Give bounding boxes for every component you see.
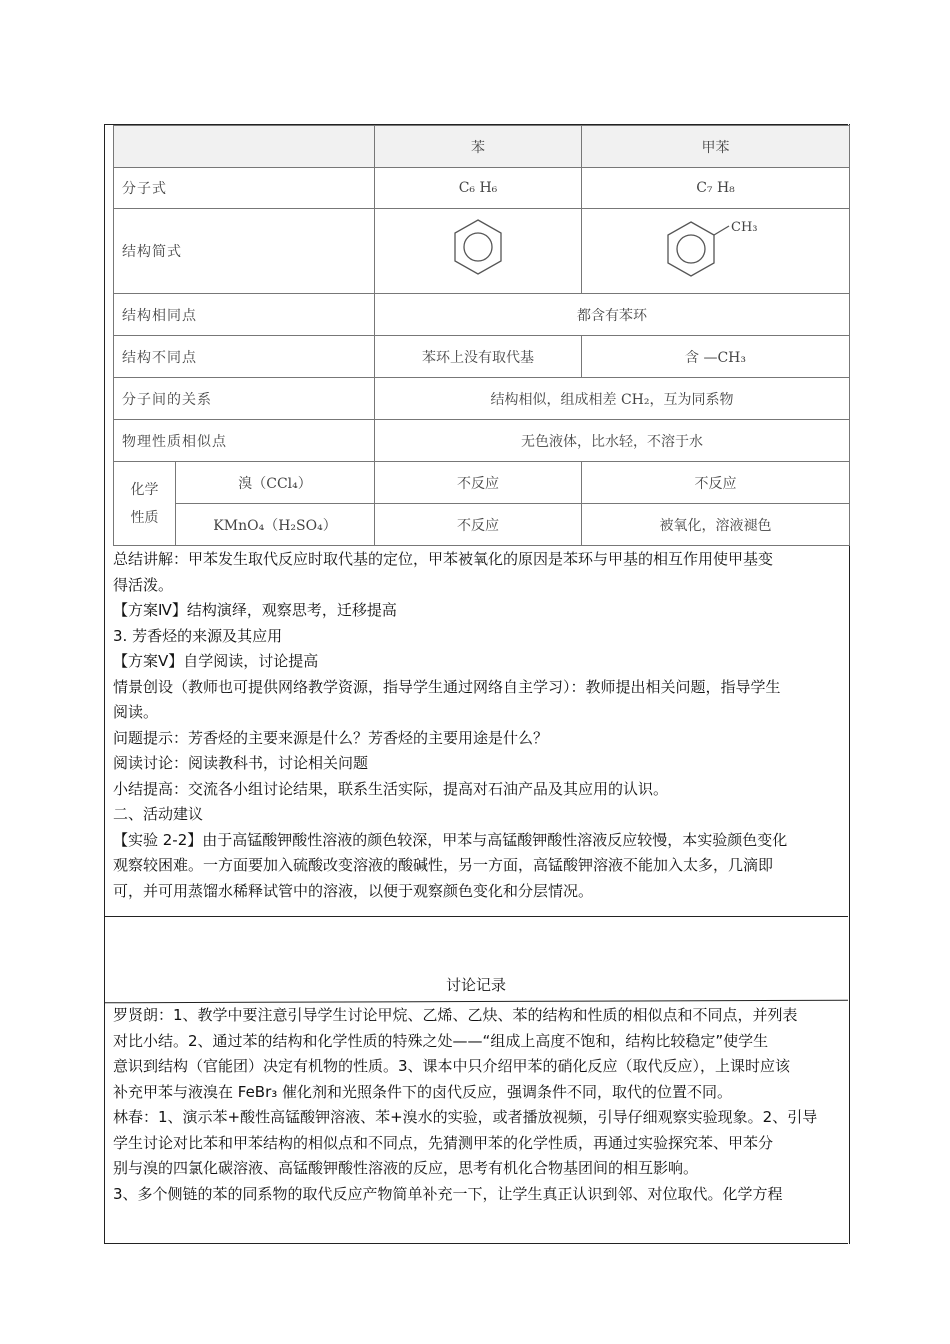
- benzene-diff: 苯环上没有取代基: [375, 336, 582, 378]
- header-benzene: 苯: [375, 126, 582, 168]
- row-label: 分子间的关系: [114, 378, 375, 420]
- text-line: 3. 芳香烃的来源及其应用: [113, 626, 283, 645]
- row-label: 结构相同点: [114, 294, 375, 336]
- chem-label-line2: 性质: [130, 509, 159, 526]
- text-line: 林春：1、演示苯+酸性高锰酸钾溶液、苯+溴水的实验，或者播放视频，引导仔细观察实验现象。2、引导: [113, 1108, 818, 1126]
- text-line: 别与溴的四氯化碳溶液、高锰酸钾酸性溶液的反应，思考有机化合物基团间的相互影响。: [113, 1159, 699, 1177]
- text-line: 罗贤朗：1、教学中要注意引导学生讨论甲烷、乙烯、乙炔、苯的结构和性质的相似点和不同点，并列表: [113, 1006, 798, 1024]
- benzene-structure: [375, 209, 582, 294]
- row-label: 结构不同点: [114, 336, 375, 378]
- body-text: [113, 547, 843, 904]
- discussion-title: 讨论记录: [445, 976, 506, 994]
- table-row: [114, 504, 850, 546]
- header-empty: [114, 126, 375, 168]
- methyl-label: CH₃: [730, 220, 757, 235]
- toluene-diff: 含 —CH₃: [582, 336, 850, 378]
- text-line: 问题提示：芳香烃的主要来源是什么？芳香烃的主要用途是什么？: [113, 728, 549, 747]
- text-line: 【方案Ⅳ】结构演绎，观察思考，迁移提高: [113, 601, 397, 619]
- header-toluene: 甲苯: [582, 126, 850, 168]
- text-line: 补充甲苯与液溴在 FeBr₃ 催化剂和光照条件下的卤代反应，强调条件不同，取代的位置不同。: [113, 1082, 733, 1101]
- text-line: 【方案Ⅴ】自学阅读，讨论提高: [113, 652, 319, 670]
- benzene-reaction: 不反应: [375, 462, 582, 504]
- text-line: 小结提高：交流各小组讨论结果，联系生活实际，提高对石油产品及其应用的认识。: [113, 779, 669, 798]
- text-line: 阅读讨论：阅读教科书，讨论相关问题: [113, 754, 369, 772]
- table-row: [114, 462, 850, 504]
- chem-label: [114, 462, 176, 546]
- toluene-reaction: 被氧化，溶液褪色: [582, 504, 850, 546]
- table-row: [114, 294, 850, 336]
- row-label: 物理性质相似点: [114, 420, 375, 462]
- section-divider: [104, 916, 848, 917]
- toluene-structure: [582, 209, 850, 294]
- toluene-reaction: 不反应: [582, 462, 850, 504]
- table-row: [114, 420, 850, 462]
- row-label: 分子式: [114, 168, 375, 209]
- discussion-text: [113, 1003, 843, 1207]
- text-line: 得活泼。: [113, 575, 174, 594]
- toluene-ring-icon: [661, 214, 771, 284]
- reagent: 溴（CCl₄）: [176, 462, 375, 504]
- benzene-ring-icon: [448, 214, 508, 284]
- table-header-row: [114, 126, 850, 168]
- table-row: [114, 209, 850, 294]
- text-line: 【实验 2-2】由于高锰酸钾酸性溶液的颜色较深，甲苯与高锰酸钾酸性溶液反应较慢，本实验颜色变化: [113, 830, 788, 849]
- text-line: 学生讨论对比苯和甲苯结构的相似点和不同点，先猜测甲苯的化学性质，再通过实验探究苯、甲苯分: [113, 1133, 774, 1152]
- benzene-formula: C₆ H₆: [375, 168, 582, 209]
- row-label: 结构简式: [114, 209, 375, 294]
- text-line: 意识到结构（官能团）决定有机物的性质。3、课本中只介绍甲苯的硝化反应（取代反应），上课时应该: [113, 1057, 791, 1075]
- reagent: KMnO₄（H₂SO₄）: [176, 504, 375, 546]
- text-line: 阅读。: [113, 703, 159, 721]
- table-row: [114, 378, 850, 420]
- text-line: 二、活动建议: [113, 805, 204, 823]
- table-row: [114, 168, 850, 209]
- same-value: 都含有苯环: [375, 294, 850, 336]
- comparison-table: [113, 125, 850, 546]
- toluene-formula: C₇ H₈: [582, 168, 850, 209]
- text-line: 情景创设（教师也可提供网络教学资源，指导学生通过网络自主学习）：教师提出相关问题，指导学生: [113, 677, 781, 696]
- text-line: 对比小结。2、通过苯的结构和化学性质的特殊之处——“组成上高度不饱和，结构比较稳定”使学生: [113, 1031, 769, 1050]
- relation-value: 结构相似，组成相差 CH₂，互为同系物: [375, 378, 850, 420]
- text-line: 3、多个侧链的苯的同系物的取代反应产物简单补充一下，让学生真正认识到邻、对位取代。化学方程: [113, 1184, 783, 1203]
- benzene-reaction: 不反应: [375, 504, 582, 546]
- table-row: [114, 336, 850, 378]
- bottom-rule: [104, 1243, 848, 1244]
- text-line: 总结讲解：甲苯发生取代反应时取代基的定位，甲苯被氧化的原因是苯环与甲基的相互作用使甲基变: [113, 550, 774, 568]
- physical-value: 无色液体，比水轻，不溶于水: [375, 420, 850, 462]
- text-line: 可，并可用蒸馏水稀释试管中的溶液，以便于观察颜色变化和分层情况。: [113, 881, 594, 900]
- text-line: 观察较困难。一方面要加入硫酸改变溶液的酸碱性，另一方面，高锰酸钾溶液不能加入太多，几滴即: [113, 856, 774, 874]
- chem-label-line1: 化学: [130, 481, 159, 498]
